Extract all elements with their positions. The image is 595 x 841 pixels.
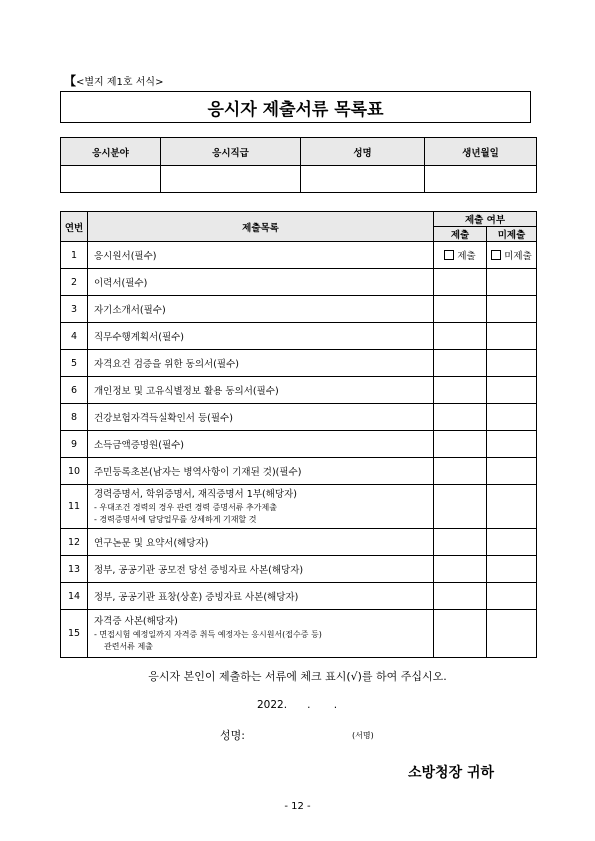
row-document-title: 경력증명서, 학위증명서, 재직증명서 1부(해당자) — [94, 488, 297, 500]
not-submitted-cell[interactable] — [487, 458, 537, 485]
not-submitted-cell[interactable] — [487, 323, 537, 350]
field-cell[interactable] — [61, 166, 161, 193]
row-note: - 우대조건 경력의 경우 관련 경력 증명서류 추가제출 — [94, 502, 277, 512]
submitted-cell[interactable] — [434, 350, 487, 377]
submitted-cell[interactable] — [434, 485, 487, 529]
rank-cell[interactable] — [161, 166, 301, 193]
submitted-cell[interactable] — [434, 377, 487, 404]
form-bracket: 【 — [64, 74, 77, 88]
submitted-cell[interactable] — [434, 269, 487, 296]
table-row — [61, 377, 537, 404]
submitted-cell[interactable] — [434, 583, 487, 610]
not-submitted-checkbox[interactable] — [487, 242, 537, 269]
row-number: 5 — [61, 350, 88, 377]
table-row — [61, 556, 537, 583]
row-number: 1 — [61, 242, 88, 269]
row-document: 개인정보 및 고유식별정보 활용 동의서(필수) — [88, 377, 434, 404]
row-number: 4 — [61, 323, 88, 350]
table-row — [61, 323, 537, 350]
table-row — [61, 404, 537, 431]
document-title: 응시자 제출서류 목록표 — [60, 91, 531, 123]
row-document: 정부, 공공기관 표창(상훈) 증빙자료 사본(해당자) — [88, 583, 434, 610]
row-number: 11 — [61, 485, 88, 529]
signature-label: 성명: — [220, 729, 245, 742]
table-row — [61, 529, 537, 556]
form-number-text: <별지 제1호 서식> — [76, 77, 164, 88]
birthdate-cell[interactable] — [425, 166, 537, 193]
row-note: 관련서류 제출 — [104, 641, 153, 651]
table-row — [61, 485, 537, 529]
submitted-cell[interactable] — [434, 323, 487, 350]
table-row — [61, 458, 537, 485]
table-row — [61, 350, 537, 377]
not-submitted-cell[interactable] — [487, 377, 537, 404]
signature-mark: (서명) — [352, 731, 374, 740]
submitted-cell[interactable] — [434, 610, 487, 658]
row-document — [88, 485, 434, 529]
recipient: 소방청장 귀하 — [408, 765, 495, 781]
row-note: - 면접시험 예정일까지 자격증 취득 예정자는 응시원서(접수증 등) — [94, 629, 322, 639]
checkbox-icon[interactable] — [491, 250, 501, 260]
not-submitted-cell[interactable] — [487, 485, 537, 529]
header-birthdate: 생년월일 — [425, 138, 537, 166]
date-line: 2022. . . — [257, 699, 338, 711]
row-number: 15 — [61, 610, 88, 658]
row-document: 정부, 공공기관 공모전 당선 증빙자료 사본(해당자) — [88, 556, 434, 583]
header-field: 응시분야 — [61, 138, 161, 166]
col-document: 제출목록 — [88, 212, 434, 242]
row-number: 8 — [61, 404, 88, 431]
row-number: 2 — [61, 269, 88, 296]
submitted-cell[interactable] — [434, 529, 487, 556]
col-number: 연번 — [61, 212, 88, 242]
not-submitted-label: 미제출 — [504, 251, 532, 262]
applicant-info-table — [60, 137, 537, 193]
table-row — [61, 242, 537, 269]
row-number: 9 — [61, 431, 88, 458]
submitted-cell[interactable] — [434, 404, 487, 431]
submitted-cell[interactable] — [434, 296, 487, 323]
row-document: 이력서(필수) — [88, 269, 434, 296]
not-submitted-cell[interactable] — [487, 404, 537, 431]
not-submitted-cell[interactable] — [487, 431, 537, 458]
row-number: 6 — [61, 377, 88, 404]
row-document-title: 자격증 사본(해당자) — [94, 615, 178, 627]
col-status: 제출 여부 — [434, 212, 537, 227]
row-document: 직무수행계획서(필수) — [88, 323, 434, 350]
table-row — [61, 610, 537, 658]
row-document: 건강보험자격득실확인서 등(필수) — [88, 404, 434, 431]
row-document: 소득금액증명원(필수) — [88, 431, 434, 458]
form-number — [64, 72, 163, 89]
table-row — [61, 583, 537, 610]
row-document: 자격요건 검증을 위한 동의서(필수) — [88, 350, 434, 377]
not-submitted-cell[interactable] — [487, 529, 537, 556]
not-submitted-cell[interactable] — [487, 296, 537, 323]
col-not-submitted: 미제출 — [487, 227, 537, 242]
header-name: 성명 — [301, 138, 425, 166]
submitted-cell[interactable] — [434, 431, 487, 458]
not-submitted-cell[interactable] — [487, 583, 537, 610]
not-submitted-cell[interactable] — [487, 556, 537, 583]
table-row — [61, 269, 537, 296]
row-document: 주민등록초본(남자는 병역사항이 기재된 것)(필수) — [88, 458, 434, 485]
table-row — [61, 431, 537, 458]
row-number: 14 — [61, 583, 88, 610]
row-note: - 경력증명서에 담당업무를 상세하게 기재할 것 — [94, 514, 257, 524]
row-document: 연구논문 및 요약서(해당자) — [88, 529, 434, 556]
not-submitted-cell[interactable] — [487, 610, 537, 658]
submitted-cell[interactable] — [434, 556, 487, 583]
table-row — [61, 296, 537, 323]
not-submitted-cell[interactable] — [487, 350, 537, 377]
documents-table — [60, 211, 537, 658]
row-number: 10 — [61, 458, 88, 485]
row-number: 3 — [61, 296, 88, 323]
not-submitted-cell[interactable] — [487, 269, 537, 296]
col-submitted: 제출 — [434, 227, 487, 242]
submitted-label: 제출 — [457, 251, 476, 262]
checkbox-icon[interactable] — [444, 250, 454, 260]
page-number: - 12 - — [284, 801, 311, 812]
row-number: 13 — [61, 556, 88, 583]
row-document: 자기소개서(필수) — [88, 296, 434, 323]
row-document — [88, 610, 434, 658]
row-document: 응시원서(필수) — [88, 242, 434, 269]
check-instruction: 응시자 본인이 제출하는 서류에 체크 표시(√)를 하여 주십시오. — [148, 670, 447, 683]
row-number: 12 — [61, 529, 88, 556]
header-rank: 응시직급 — [161, 138, 301, 166]
submitted-checkbox[interactable] — [434, 242, 487, 269]
submitted-cell[interactable] — [434, 458, 487, 485]
name-cell[interactable] — [301, 166, 425, 193]
